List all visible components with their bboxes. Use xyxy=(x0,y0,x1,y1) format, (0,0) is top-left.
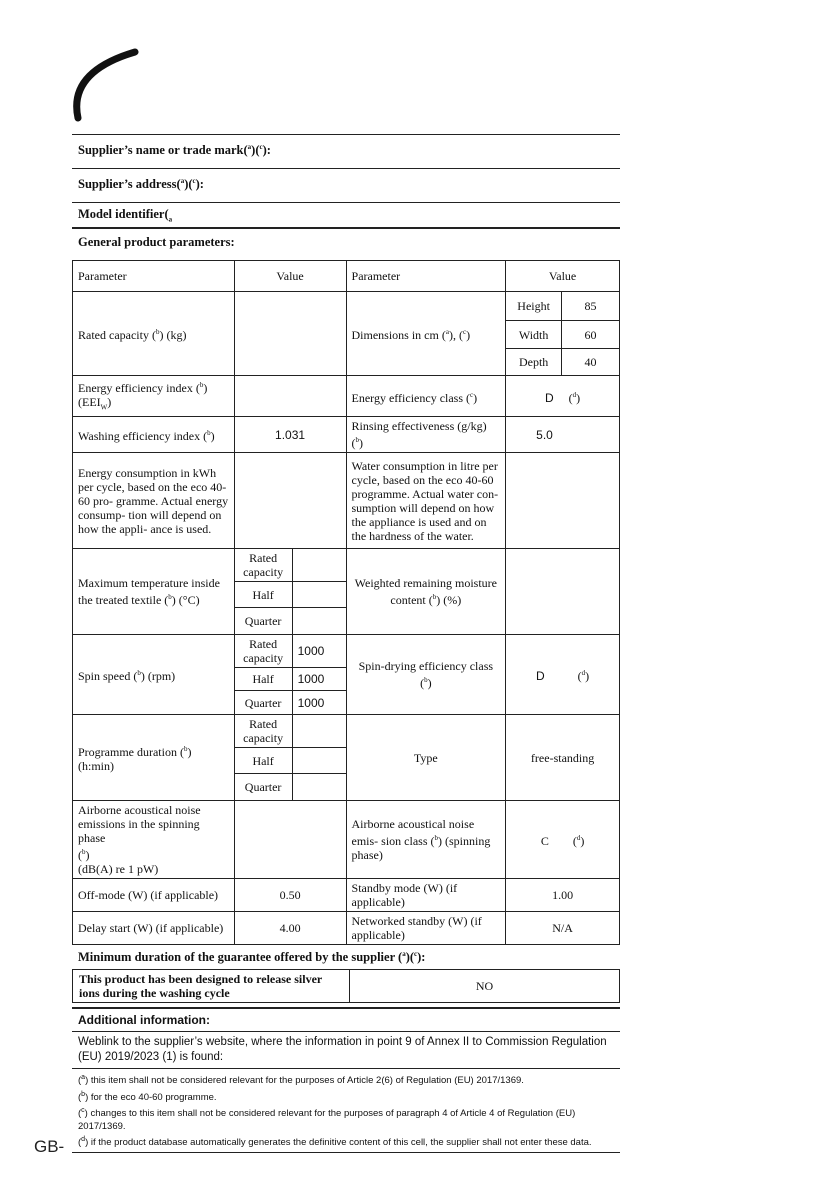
guarantee-row: Minimum duration of the guarantee offered by the supplier ($^a$)($^c$): xyxy=(78,950,426,965)
offmode-label: Off-mode (W) (if applicable) xyxy=(73,879,235,912)
height-value: 85 xyxy=(562,292,620,321)
width-value: 60 xyxy=(562,321,620,349)
spin-half-label: Half xyxy=(234,668,292,691)
depth-label: Depth xyxy=(506,349,562,376)
footnote-c: ($^c$) changes to this item shall not be considered relevant for the purposes of paragraph 4 of Article 4 of Regulation (EU) 2017/1369. xyxy=(78,1106,576,1132)
standby-value: 1.00 xyxy=(506,879,620,912)
energy-consumption-value xyxy=(234,453,346,549)
additional-info-heading: Additional information: xyxy=(78,1013,210,1028)
eei-value xyxy=(234,376,346,417)
delay-label: Delay start (W) (if applicable) xyxy=(73,912,235,945)
rinsing-value: 5.0 xyxy=(506,417,620,453)
duration-rated-label: Rated capacity xyxy=(234,715,292,748)
washing-index-value: 1.031 xyxy=(234,417,346,453)
spin-speed-label: Spin speed ($^b$) (rpm) xyxy=(73,635,235,715)
duration-quarter-label: Quarter xyxy=(234,774,292,801)
col-header-value: Value xyxy=(234,261,346,292)
energy-consumption-label: Energy consumption in kWh per cycle, based on the eco 40-60 pro- gramme. Actual energy consump- tion will depend on how the appli- ance is used. xyxy=(73,453,235,549)
type-value: free-standing xyxy=(506,715,620,801)
rated-capacity-label: Rated capacity ($^b$) (kg) xyxy=(73,292,235,376)
col-header-value: Value xyxy=(506,261,620,292)
rinsing-label: Rinsing effectiveness (g/kg) ($^b$) xyxy=(346,417,506,453)
moisture-label: Weighted remaining moisture content ($^b$) (%) xyxy=(346,549,506,635)
supplier-address-row: Supplier’s address($^a$)($^c$): xyxy=(78,177,204,192)
silver-ions-value: NO xyxy=(350,970,620,1003)
type-label: Type xyxy=(346,715,506,801)
depth-value: 40 xyxy=(562,349,620,376)
networked-value: N/A xyxy=(506,912,620,945)
max-temp-label: Maximum temperature inside the treated textile ($^b$) (°C) xyxy=(73,549,235,635)
duration-label: Programme duration ($^b$) (h:min) xyxy=(73,715,235,801)
footnote-b: ($^b$) for the eco 40-60 programme. xyxy=(78,1090,217,1103)
product-information-sheet xyxy=(72,134,620,1153)
height-label: Height xyxy=(506,292,562,321)
silver-ions-label: This product has been designed to release silver ions during the washing cycle xyxy=(73,970,350,1003)
duration-half-value xyxy=(292,748,346,774)
energy-class-label: Energy efficiency class ($^c$) xyxy=(346,376,506,417)
temp-half-value xyxy=(292,582,346,608)
eei-label: Energy efficiency index ($^b$) $(EEI_W)$ xyxy=(73,376,235,417)
moisture-value xyxy=(506,549,620,635)
page-footer: GB- xyxy=(34,1137,65,1156)
spin-class-value: D ($^d$) xyxy=(506,635,620,715)
weblink-text: Weblink to the supplier’s website, where the information in point 9 of Annex II to Commission Regulation (EU) 2019/2023 (1) is found: xyxy=(78,1036,607,1064)
spin-half-value: 1000 xyxy=(292,668,346,691)
temp-rated-label: Rated capacity xyxy=(234,549,292,582)
temp-half-label: Half xyxy=(234,582,292,608)
temp-rated-value xyxy=(292,549,346,582)
noise-class-value: C ($^d$) xyxy=(506,801,620,879)
standby-label: Standby mode (W) (if applicable) xyxy=(346,879,506,912)
water-consumption-label: Water consumption in litre per cycle, based on the eco 40-60 programme. Actual water con- sumption will depend on how the appliance is used and on the hardness of the water. xyxy=(346,453,506,549)
col-header-parameter: Parameter xyxy=(346,261,506,292)
model-identifier-row: Model $identifier(_a$ xyxy=(78,207,173,224)
duration-rated-value xyxy=(292,715,346,748)
networked-label: Networked standby (W) (if applicable) xyxy=(346,912,506,945)
spin-quarter-value: 1000 xyxy=(292,691,346,715)
duration-half-label: Half xyxy=(234,748,292,774)
washing-index-label: Washing efficiency index ($^b$) xyxy=(73,417,235,453)
noise-label: Airborne acoustical noise emissions in the spinning phase ($^b$) (dB(A) re 1 pW) xyxy=(73,801,235,879)
delay-value: 4.00 xyxy=(234,912,346,945)
noise-class-label: Airborne acoustical noise emis- sion class ($^b$) (spinning phase) xyxy=(346,801,506,879)
col-header-parameter: Parameter xyxy=(73,261,235,292)
rated-capacity-value xyxy=(234,292,346,376)
offmode-value: 0.50 xyxy=(234,879,346,912)
spin-rated-value: 1000 xyxy=(292,635,346,668)
water-consumption-value xyxy=(506,453,620,549)
width-label: Width xyxy=(506,321,562,349)
spin-quarter-label: Quarter xyxy=(234,691,292,715)
brand-logo-arc xyxy=(60,42,180,132)
parameters-table xyxy=(72,260,620,945)
temp-quarter-label: Quarter xyxy=(234,608,292,635)
footnotes xyxy=(72,1069,620,1152)
energy-class-value: D ($^d$) xyxy=(506,376,620,417)
spin-rated-label: Rated capacity xyxy=(234,635,292,668)
supplier-name-row: Supplier’s name or trade mark($^a$)($^c$): xyxy=(78,143,271,158)
general-params-heading: General product parameters: xyxy=(78,235,235,249)
footnote-d: ($^d$) if the product database automatically generates the definitive content of this cell, the supplier shall not enter these data. xyxy=(78,1135,592,1149)
dimensions-label: Dimensions in cm ($^a$), ($^c$) xyxy=(346,292,506,376)
spin-class-label: Spin-drying efficiency class ($^b$) xyxy=(346,635,506,715)
noise-value xyxy=(234,801,346,879)
temp-quarter-value xyxy=(292,608,346,635)
silver-ions-table xyxy=(72,969,620,1003)
footnote-a: ($^a$) this item shall not be considered relevant for the purposes of Article 2(6) of Regulation (EU) 2017/1369. xyxy=(78,1074,524,1087)
duration-quarter-value xyxy=(292,774,346,801)
